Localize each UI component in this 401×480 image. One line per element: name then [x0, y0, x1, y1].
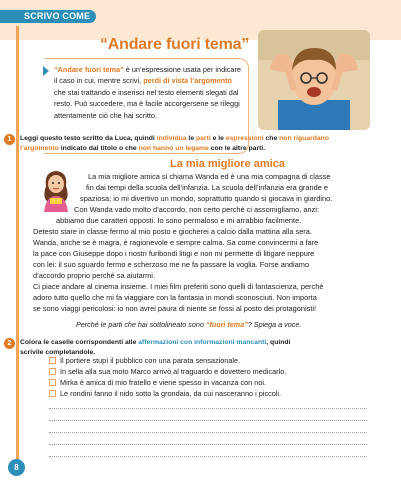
left-margin-rule: [16, 26, 19, 474]
exercise-2-number: 2: [4, 338, 15, 349]
definition-part: è un’espressione usata per indicare: [123, 65, 241, 74]
story-line: fin dai tempi della scuola dell’infanzia. La scuola dell’infanzia era grande e: [86, 183, 328, 192]
answer-line[interactable]: [49, 432, 367, 433]
question-part: Perché le parti che hai sottolineato sono: [76, 320, 206, 329]
statement-checkbox[interactable]: [49, 357, 56, 364]
definition-term: “Andare fuori tema”: [54, 65, 124, 74]
statement-checkbox[interactable]: [49, 379, 56, 386]
definition-part: resto. Può succedere, ma è facile accorgersene se rileggi: [54, 99, 240, 109]
exercise-2-instruction: [20, 338, 380, 357]
definition-part: il caso in cui, mentre scrivi,: [54, 76, 144, 86]
statement-checkbox[interactable]: [49, 368, 56, 375]
answer-line[interactable]: [49, 456, 367, 457]
instruction-highlight: affermazioni con informazioni mancanti: [138, 339, 267, 346]
story-line: adoro tutto quello che mi fa viaggiare con la fantasia in mondi sconosciuti. Non importa: [33, 293, 317, 302]
statement-label: Le rondini fanno il nido sotto la grondaia, da cui nasceranno i piccoli.: [60, 389, 282, 398]
story-line: se sono viaggi pericolosi: io non avrei paura di niente se fossi al posto dei protagonisti!: [33, 304, 317, 313]
story-line: La mia migliore amica si chiama Wanda ed è una mia compagna di classe: [88, 172, 331, 181]
story-line: Wanda, anche se è magra, è ragionevole e sempre calma. Sa come convincermi a fare: [33, 238, 319, 247]
instruction-highlight: parti: [196, 135, 211, 142]
statement-label: Mirka è amica di mio fratello e viene spesso in vacanza con noi.: [60, 378, 267, 387]
statement-checkbox[interactable]: [49, 390, 56, 397]
boy-photo: [258, 30, 370, 130]
exercise-1-instruction: [20, 134, 380, 153]
instruction-part: e le: [210, 135, 226, 142]
section-label: SCRIVO COME: [24, 11, 91, 21]
definition-part: che stai trattando e inserisci nel testo elementi slegati dal: [54, 87, 239, 97]
story-line: la pace con Giuseppe dopo i nostri furibondi litigi e non mi permette di litigare neppure: [33, 249, 315, 258]
answer-line[interactable]: [49, 420, 367, 421]
instruction-part: con le altre parti.: [208, 144, 266, 152]
instruction-part: scrivile completandole.: [20, 348, 96, 356]
instruction-part: che: [263, 135, 280, 142]
page-number: 8: [8, 459, 25, 476]
answer-line[interactable]: [49, 444, 367, 445]
instruction-highlight: individua: [156, 135, 187, 142]
story-line: con lei: il suo sguardo fermo e scherzoso me ne fa passare la voglia. Forse andiamo: [33, 260, 310, 269]
story-line: spaziosa; io mi divertivo un mondo, soprattutto quando si giocava in giardino.: [80, 194, 333, 203]
instruction-part: indicato dal titolo o che: [58, 144, 139, 152]
definition-arrow-icon: [43, 66, 49, 76]
story-title: La mia migliore amica: [170, 158, 285, 170]
story-line: abbiamo due caratteri opposti. Io sono permaloso e mi arrabbio facilmente.: [56, 216, 302, 225]
story-line: Ci piace andare al cinema insieme. I miei film preferiti sono quelli di fantascienza, perché: [33, 282, 324, 291]
instruction-highlight: non hanno un legame: [138, 144, 209, 152]
story-line: Detesto stare in classe fermo al mio posto e giocherei a calcio dalla mattina alla sera.: [33, 227, 312, 236]
question-highlight: “fuori tema”: [205, 320, 248, 329]
answer-line[interactable]: [49, 408, 367, 409]
instruction-part: Leggi questo testo scritto da Luca, quindi: [20, 135, 157, 142]
exercise-1-number: 1: [4, 134, 15, 145]
definition-highlight: perdi di vista l’argomento: [143, 76, 233, 86]
instruction-highlight: l’argomento: [20, 144, 59, 152]
question-part: ? Spiega a voce.: [247, 320, 302, 329]
instruction-part: le: [186, 135, 196, 142]
definition-part: attentamente ciò che hai scritto.: [54, 110, 158, 120]
story-line: Con Wanda vado molto d’accordo, non certo perché ci assomigliamo, anzi:: [74, 205, 319, 214]
instruction-part: Colora le caselle corrispondenti alle: [20, 339, 139, 346]
definition-text: [54, 64, 244, 121]
story-line: d’accordo proprio perché sa aiutarmi.: [33, 271, 156, 280]
story-question: [76, 320, 301, 329]
page-title: “Andare fuori tema”: [100, 36, 250, 53]
instruction-highlight: espressioni: [225, 135, 264, 142]
girl-illustration: [36, 168, 76, 212]
instruction-part: , quindi: [266, 339, 291, 346]
instruction-highlight: non riguardano: [279, 135, 329, 142]
statement-label: Il portiere stupì il pubblico con una parata sensazionale.: [60, 356, 241, 365]
statement-label: In sella alla sua moto Marco arrivò al traguardo e dovettero medicarlo.: [60, 367, 287, 376]
